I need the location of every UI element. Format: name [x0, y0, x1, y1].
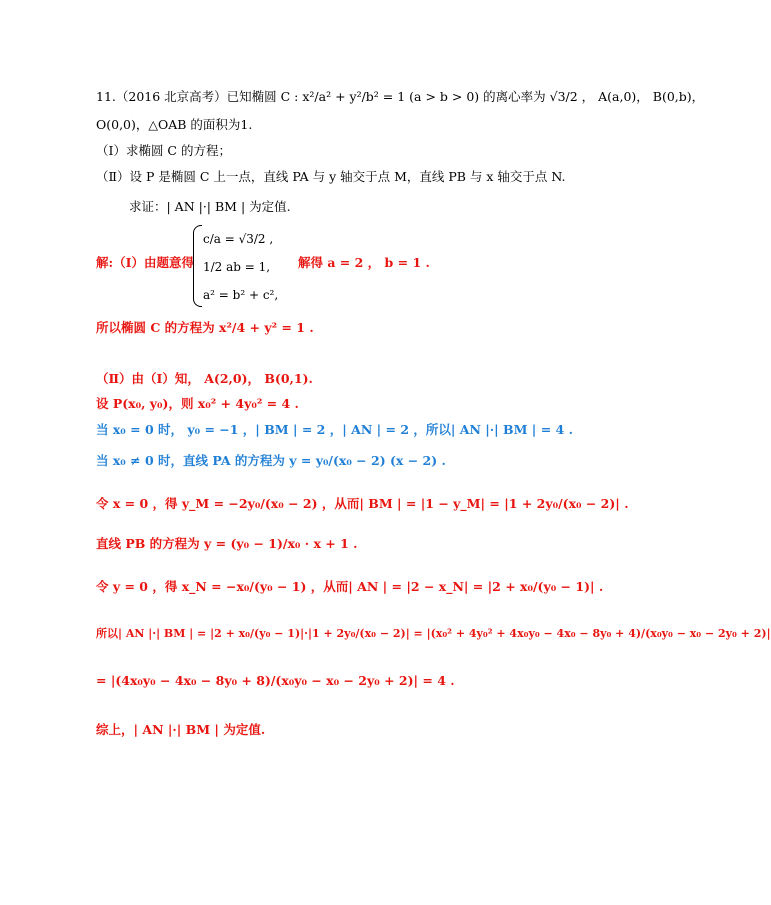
line-pb-equation: 直线 PB 的方程为 y = (y₀ − 1)/x₀ · x + 1 . [96, 536, 358, 551]
solution-part2-intro: （Ⅱ）由（Ⅰ）知， A(2,0)， B(0,1). [96, 371, 313, 386]
let-x-zero: 令 x = 0 ，得 y_M = −2y₀/(x₀ − 2) ，从而| BM | = |1 − y_M| = |1 + 2y₀/(x₀ − 2)| . [96, 496, 629, 511]
product-step2: = |(4x₀y₀ − 4x₀ − 8y₀ + 8)/(x₀y₀ − x₀ − 2y₀ + 2)| = 4 . [96, 673, 455, 688]
problem-part2: （Ⅱ）设 P 是椭圆 C 上一点，直线 PA 与 y 轴交于点 M，直线 PB 与 x 轴交于点 N. [96, 169, 566, 184]
problem-intro-line1: 11.（2016 北京高考）已知椭圆 C : x²/a² + y²/b² = 1 (a > b > 0) 的离心率为 √3/2 ， A(a,0)， B(0,b)， [96, 89, 705, 104]
set-point-p: 设 P(x₀, y₀)，则 x₀² + 4y₀² = 4 . [96, 396, 299, 411]
product-step1: 所以| AN |·| BM | = |2 + x₀/(y₀ − 1)|·|1 + 2y₀/(x₀ − 2)| = |(x₀² + 4y₀² + 4x₀y₀ − 4x₀ − 8y₀ + 4)/(x₀y₀ − x₀ − 2y₀ + 2)| [96, 627, 771, 640]
system-line3: a² = b² + c², [203, 288, 279, 302]
solution-part1-label: 解:（Ⅰ）由题意得 [96, 255, 194, 270]
let-y-zero: 令 y = 0 ，得 x_N = −x₀/(y₀ − 1) ，从而| AN | = |2 − x_N| = |2 + x₀/(y₀ − 1)| . [96, 579, 604, 594]
solution-part1-result: 解得 a = 2 ， b = 1 . [298, 255, 430, 270]
case-x0-zero: 当 x₀ = 0 时， y₀ = −1 ，| BM | = 2 ，| AN | = 2 ，所以| AN |·| BM | = 4 . [96, 422, 573, 437]
case-x0-nonzero: 当 x₀ ≠ 0 时，直线 PA 的方程为 y = y₀/(x₀ − 2) (x − 2) . [96, 453, 446, 468]
problem-part1: （Ⅰ）求椭圆 C 的方程； [96, 143, 231, 158]
conclusion: 综上，| AN |·| BM | 为定值. [96, 722, 266, 737]
problem-intro-line2: O(0,0)，△OAB 的面积为1. [96, 117, 253, 132]
system-line1: c/a = √3/2 , [203, 232, 274, 246]
ellipse-equation: 所以椭圆 C 的方程为 x²/4 + y² = 1 . [96, 320, 314, 335]
system-brace [193, 225, 202, 307]
problem-prove: 求证：| AN |·| BM | 为定值. [129, 199, 291, 214]
system-line2: 1/2 ab = 1, [203, 260, 271, 274]
